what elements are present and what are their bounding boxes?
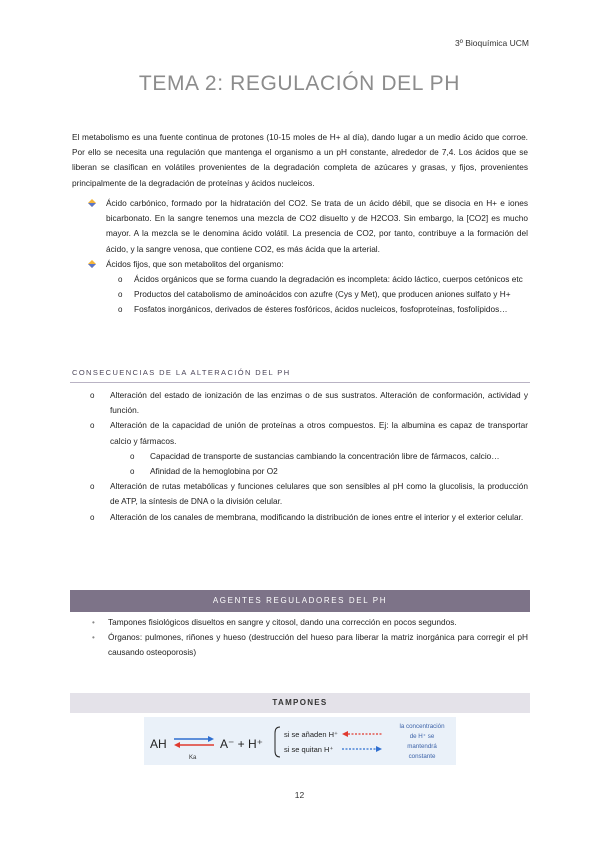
buffer-equilibrium-diagram [144, 717, 456, 765]
fixed-acid-sublist [106, 272, 528, 318]
note-line-1: la concentración [399, 723, 445, 730]
circle-bullet-icon: o [90, 421, 95, 431]
note-line-3: mantendrá [407, 743, 437, 750]
section-divider [70, 382, 530, 383]
consequence-item: o Alteración de la capacidad de unión de proteínas a otros compuestos. Ej: la albumina es capaz de transportar calcio y fármacos. o Capacidad de transporte de sustancias cambiando la concentración libre de fármacos, calcio… o Afinidad de la hemoglobina por O2 [90, 418, 528, 479]
fixed-acid-subitem: o Productos del catabolismo de aminoácidos con azufre (Cys y Met), que producen aniones sulfato y H+ [106, 287, 528, 302]
fixed-acid-intro: Ácidos fijos, que son metabolitos del organismo: [106, 258, 284, 269]
volatile-acid-item [88, 196, 528, 257]
consequences-heading: CONSECUENCIAS DE LA ALTERACIÓN DEL PH [72, 368, 291, 377]
intro-paragraph: El metabolismo es una fuente continua de protones (10-15 moles de H+ al día), dando lugar a un medio ácido que corroe. Por ello se necesita una regulación que mantenga el organismo a un pH constante, alrededor de 7,4. Los ácidos que se liberan se clasifican en volátiles provenientes de la degradación completa de azúcares y grasas, y fijos, provenientes principalmente de la degradación de proteínas y ácidos nucleicos. [72, 132, 528, 188]
fixed-acid-subitem: o Ácidos orgánicos que se forma cuando la degradación es incompleta: ácido láctico, cuerpos cetónicos etc [106, 272, 528, 287]
header-course: 3º Bioquímica UCM [455, 38, 529, 48]
fixed-acid-item [88, 257, 528, 318]
consequence-subitem: o Capacidad de transporte de sustancias cambiando la concentración libre de fármacos, calcio… [130, 449, 528, 464]
consequences-list [90, 388, 528, 525]
volatile-acid-text: Ácido carbónico, formado por la hidratación del CO2. Se trata de un ácido débil, que se disocia en H+ e iones bicarbonato. En la sangre tenemos una mezcla de CO2 disuelto y de H2CO3. Sin embargo, la [CO2] es mucho mayor. A la mezcla se le denomina ácido volátil. La presencia de CO2, por tanto, contribuye a la formación del ácido, y la sangre venosa, que contiene CO2, es más ácida que la arterial. [106, 198, 528, 254]
remove-dashed-arrowhead [376, 746, 382, 752]
ka-label: Ka [189, 755, 197, 761]
agentes-item: • Órganos: pulmones, riñones y hueso (destrucción del hueso para liberar la matriz inorgánica para corregir el pH causando osteoporosis) [92, 632, 528, 658]
bullet-dot-icon: • [92, 633, 95, 643]
acid-types-list [88, 196, 528, 318]
consequence-item: o Alteración de los canales de membrana, modificando la distribución de iones entre el interior y el exterior celular. [90, 510, 528, 525]
circle-bullet-icon: o [130, 467, 135, 477]
brace-icon [275, 727, 280, 757]
diamond-bullet-icon [88, 260, 96, 268]
circle-bullet-icon: o [90, 391, 95, 400]
consequence-subitem: o Afinidad de la hemoglobina por O2 [130, 464, 528, 479]
circle-bullet-icon: o [118, 305, 123, 315]
note-line-4: constante [408, 753, 436, 760]
ah-label: AH [150, 737, 167, 751]
forward-arrowhead [208, 736, 214, 742]
agentes-list [90, 615, 528, 661]
agentes-item: • Tampones fisiológicos disueltos en sangre y citosol, dando una corrección en pocos segundos. [90, 615, 528, 630]
circle-bullet-icon: o [118, 275, 123, 285]
tampones-heading: TAMPONES [70, 693, 530, 713]
consequence-sublist [110, 449, 528, 479]
remove-h-text: si se quitan H⁺ [284, 745, 334, 754]
add-h-text: si se añaden H⁺ [284, 730, 338, 739]
circle-bullet-icon: o [90, 482, 95, 492]
consequence-item: o Alteración del estado de ionización de las enzimas o de sus sustratos. Alteración de conformación, actividad y función. [90, 390, 528, 416]
consequence-item: o Alteración de rutas metabólicas y funciones celulares que son sensibles al pH como la glucolisis, la producción de ATP, la síntesis de DNA o la división celular. [90, 481, 528, 507]
circle-bullet-icon: o [130, 451, 135, 461]
page-number: 12 [294, 790, 305, 800]
bullet-dot-icon: • [92, 618, 95, 627]
fixed-acid-subitem: o Fosfatos inorgánicos, derivados de ésteres fosfóricos, ácidos nucleicos, fosfoproteínas, fosfolípidos… [106, 302, 528, 317]
note-line-2: de H⁺ se [409, 733, 435, 740]
add-dashed-arrowhead [342, 731, 348, 737]
diamond-bullet-icon [88, 199, 96, 207]
page-title: TEMA 2: REGULACIÓN DEL PH [138, 72, 461, 95]
agentes-heading: AGENTES REGULADORES DEL PH [70, 590, 530, 612]
circle-bullet-icon: o [90, 512, 95, 522]
reverse-arrowhead [174, 742, 180, 748]
buffer-diagram-svg [144, 717, 456, 765]
products-label: A⁻ + H⁺ [220, 737, 264, 751]
circle-bullet-icon: o [118, 290, 123, 300]
